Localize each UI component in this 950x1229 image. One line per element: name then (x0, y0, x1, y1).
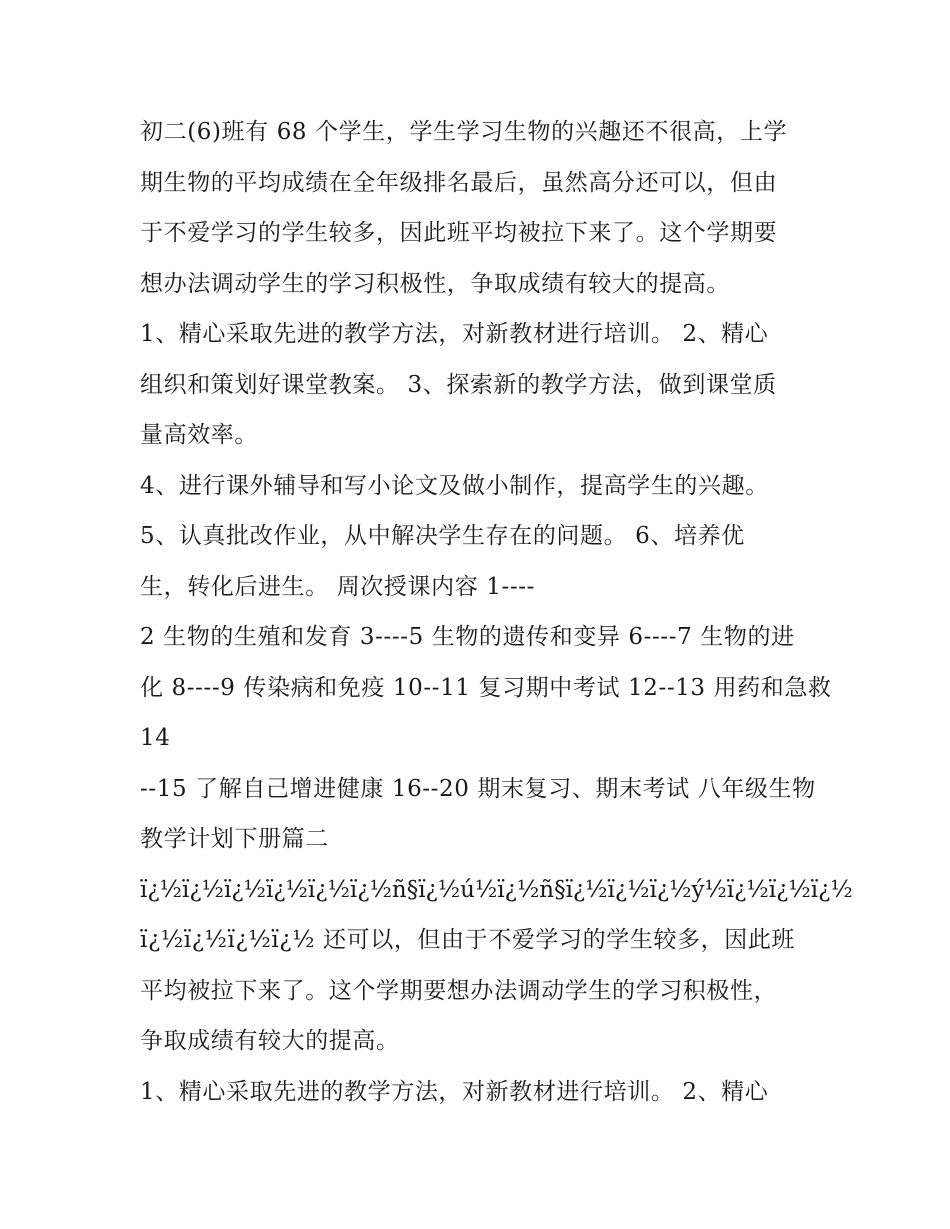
text-line: 初二(6)班有 68 个学生，学生学习生物的兴趣还不很高，上学 (140, 119, 788, 145)
body-text (140, 107, 853, 1117)
text-line: 5、认真批改作业，从中解决学生存在的问题。 6、培养优 (140, 523, 745, 549)
text-line: 教学计划下册篇二 (140, 826, 329, 852)
text-line: 平均被拉下来了。这个学期要想办法调动学生的学习积极性， (140, 977, 778, 1004)
text-line: 组织和策划好课堂教案。 3、探索新的教学方法，做到课堂质 (140, 371, 777, 398)
garbled-text-line: ï¿½ï¿½ï¿½ï¿½ï¿½ï¿½ñ§ï¿½ú½ï¿½ñ§ï¿½ï¿½ï¿½ý½ï¿½ï¿½ï¿½ (140, 876, 853, 903)
text-line: 量高效率。 (140, 422, 258, 448)
text-line: 1、精心采取先进的教学方法，对新教材进行培训。 2、精心 (140, 321, 769, 347)
text-line: 生，转化后进生。 周次授课内容 1---- (140, 573, 535, 600)
text-line: --15 了解自己增进健康 16--20 期末复习、期末考试 八年级生物 (140, 775, 816, 802)
text-line: 化 8----9 传染病和免疫 10--11 复习期中考试 12--13 用药和急救 (140, 674, 832, 701)
text-line: 想办法调动学生的学习积极性，争取成绩有较大的提高。 (140, 270, 730, 297)
text-line: 争取成绩有较大的提高。 (140, 1028, 400, 1054)
text-line: 于不爱学习的学生较多，因此班平均被拉下来了。这个学期要 (140, 220, 778, 246)
text-line: 1、精心采取先进的教学方法，对新教材进行培训。 2、精心 (140, 1078, 769, 1105)
text-line: ï¿½ï¿½ï¿½ï¿½ 还可以，但由于不爱学习的学生较多，因此班 (140, 927, 796, 953)
text-line: 期生物的平均成绩在全年级排名最后，虽然高分还可以，但由 (140, 169, 778, 196)
text-line: 14 (140, 725, 171, 751)
text-line: 4、进行课外辅导和写小论文及做小制作，提高学生的兴趣。 (140, 472, 769, 499)
text-line: 2 生物的生殖和发育 3----5 生物的遗传和变异 6----7 生物的进 (140, 624, 795, 650)
